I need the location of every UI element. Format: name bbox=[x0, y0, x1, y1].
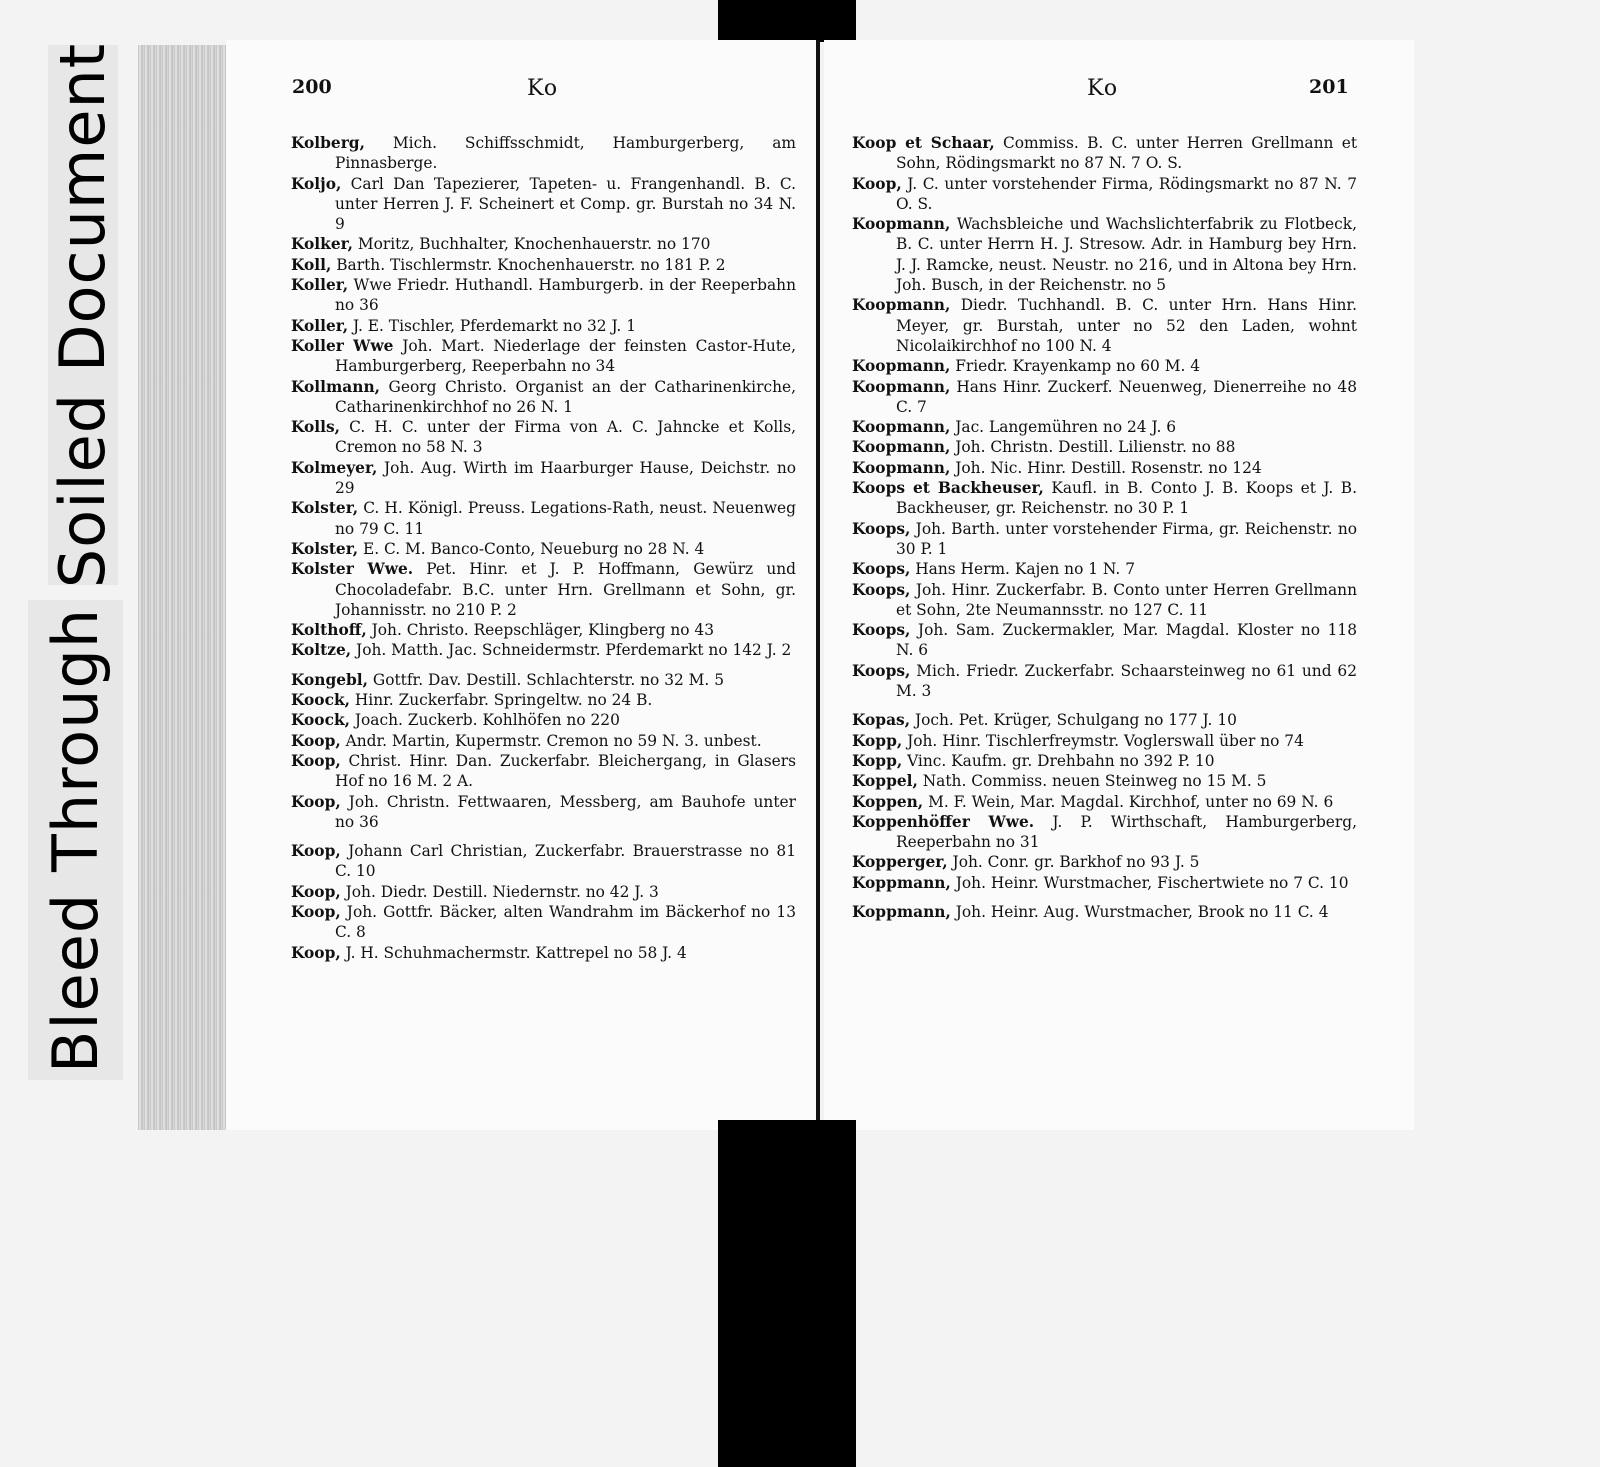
directory-entry bbox=[852, 458, 1357, 478]
directory-entry bbox=[291, 377, 796, 418]
entry-details: Joh. Mart. Niederlage der feinsten Castor-Hute, Hamburgerberg, Reeperbahn no 34 bbox=[335, 336, 796, 376]
entry-name: Koop, bbox=[291, 792, 341, 811]
entry-details: Johann Carl Christian, Zuckerfabr. Brauerstrasse no 81 C. 10 bbox=[335, 842, 796, 881]
entry-name: Koops, bbox=[852, 560, 911, 579]
directory-entry bbox=[852, 710, 1357, 730]
entry-details: Wachsbleiche und Wachslichterfabrik zu Flotbeck, B. C. unter Herrn H. J. Stresow. Adr. in Hamburg bey Hrn. J. J. Ramcke, neust. Neustr. no 216, und in Altona bey Hrn. Joh. Busch, in der Reichenstr. no 5 bbox=[896, 215, 1357, 295]
directory-entry bbox=[852, 214, 1357, 295]
entry-details: Kaufl. in B. Conto J. B. Koops et J. B. Backheuser, gr. Reichenstr. no 30 P. 1 bbox=[896, 479, 1358, 518]
directory-entry bbox=[291, 458, 796, 499]
entry-name: Kopas, bbox=[852, 711, 911, 730]
soiled-document-label: Soiled Document bbox=[46, 42, 120, 588]
directory-entry bbox=[291, 751, 796, 792]
entry-details: Vinc. Kaufm. gr. Drehbahn no 392 P. 10 bbox=[902, 751, 1215, 770]
entry-details: J. C. unter vorstehender Firma, Rödingsmarkt no 87 N. 7 O. S. bbox=[896, 174, 1357, 213]
soiled-document-stamp bbox=[46, 42, 120, 588]
entry-details: Joh. Christn. Destill. Lilienstr. no 88 bbox=[950, 438, 1236, 457]
entry-name: Koops, bbox=[852, 661, 911, 680]
directory-entry bbox=[291, 234, 796, 254]
entry-name: Kopperger, bbox=[852, 853, 948, 872]
entry-details: J. H. Schuhmachermstr. Kattrepel no 58 J. 4 bbox=[340, 943, 687, 962]
directory-entry bbox=[291, 174, 796, 235]
entry-details: E. C. M. Banco-Conto, Neueburg no 28 N. 4 bbox=[358, 539, 705, 558]
binding-strip-top bbox=[718, 0, 856, 42]
directory-entry bbox=[852, 559, 1357, 579]
entry-details: Joh. Heinr. Wurstmacher, Fischertwiete no 7 C. 10 bbox=[950, 873, 1349, 892]
left-page-number: 200 bbox=[292, 76, 332, 98]
directory-entry bbox=[291, 275, 796, 316]
entry-details: Wwe Friedr. Huthandl. Hamburgerb. in der Reeperbahn no 36 bbox=[335, 276, 796, 315]
book-page-edges bbox=[138, 45, 226, 1130]
directory-entry bbox=[852, 873, 1357, 893]
entry-name: Koop, bbox=[291, 943, 341, 962]
entry-name: Koops, bbox=[852, 519, 911, 538]
entry-details: Joh. Sam. Zuckermakler, Mar. Magdal. Kloster no 118 N. 6 bbox=[896, 621, 1357, 660]
entry-name: Kolberg, bbox=[291, 134, 365, 152]
directory-entry bbox=[291, 640, 796, 660]
directory-entry bbox=[852, 295, 1357, 356]
entry-details: M. F. Wein, Mar. Magdal. Kirchhof, unter no 69 N. 6 bbox=[923, 792, 1334, 811]
directory-entry bbox=[852, 174, 1357, 215]
directory-entry bbox=[852, 792, 1357, 812]
entry-details: C. H. C. unter der Firma von A. C. Jahncke et Kolls, Cremon no 58 N. 3 bbox=[335, 418, 796, 457]
directory-entry bbox=[852, 771, 1357, 791]
entry-name: Koller, bbox=[291, 316, 349, 335]
entry-details: Andr. Martin, Kupermstr. Cremon no 59 N. 3. unbest. bbox=[340, 731, 762, 750]
directory-entry bbox=[291, 255, 796, 275]
entry-details: Joh. Gottfr. Bäcker, alten Wandrahm im Bäckerhof no 13 C. 8 bbox=[335, 902, 796, 942]
left-directory-column bbox=[291, 133, 796, 963]
entry-name: Koopmann, bbox=[852, 357, 951, 376]
entry-details: Diedr. Tuchhandl. B. C. unter Hrn. Hans Hinr. Meyer, gr. Burstah, unter no 52 den Laden, wohnt Nicolaikirchhof no 100 N. 4 bbox=[896, 296, 1357, 355]
directory-entry bbox=[291, 690, 796, 710]
entry-details: Mich. Friedr. Zuckerfabr. Schaarsteinweg no 61 und 62 M. 3 bbox=[896, 661, 1357, 701]
entry-name: Koppmann, bbox=[852, 873, 951, 892]
entry-name: Koop et Schaar, bbox=[852, 134, 995, 152]
entry-details: Nath. Commiss. neuen Steinweg no 15 M. 5 bbox=[917, 772, 1267, 791]
directory-entry bbox=[852, 620, 1357, 661]
bleed-through-label: Bleed Through bbox=[39, 607, 113, 1073]
entry-name: Kollmann, bbox=[291, 377, 380, 396]
entry-details: Hans Hinr. Zuckerf. Neuenweg, Dienerreihe no 48 C. 7 bbox=[896, 377, 1357, 416]
entry-name: Koops, bbox=[852, 621, 911, 640]
entry-details: Barth. Tischlermstr. Knochenhauerstr. no 181 P. 2 bbox=[331, 255, 726, 274]
entry-name: Koopmann, bbox=[852, 377, 951, 396]
directory-entry bbox=[852, 377, 1357, 418]
entry-details: J. E. Tischler, Pferdemarkt no 32 J. 1 bbox=[348, 316, 637, 335]
entry-name: Kolker, bbox=[291, 235, 353, 254]
directory-entry bbox=[852, 437, 1357, 457]
entry-details: Joh. Diedr. Destill. Niedernstr. no 42 J. 3 bbox=[340, 882, 659, 901]
entry-name: Koop, bbox=[291, 882, 341, 901]
directory-entry bbox=[852, 519, 1357, 560]
entry-details: Friedr. Krayenkamp no 60 M. 4 bbox=[950, 357, 1201, 376]
directory-entry bbox=[291, 417, 796, 458]
directory-entry bbox=[291, 943, 796, 963]
entry-details: Pet. Hinr. et J. P. Hoffmann, Gewürz und Chocoladefabr. B.C. unter Hrn. Grellmann et Sohn, gr. Johannisstr. no 210 P. 2 bbox=[335, 560, 796, 619]
entry-name: Koopmann, bbox=[852, 438, 951, 457]
entry-details: Carl Dan Tapezierer, Tapeten- u. Frangenhandl. B. C. unter Herren J. F. Scheinert et Comp. gr. Burstah no 34 N. 9 bbox=[335, 174, 796, 234]
entry-name: Koopmann, bbox=[852, 296, 951, 315]
entry-details: Joh. Heinr. Aug. Wurstmacher, Brook no 11 C. 4 bbox=[950, 902, 1329, 921]
entry-details: Hans Herm. Kajen no 1 N. 7 bbox=[910, 560, 1135, 579]
entry-details: Christ. Hinr. Dan. Zuckerfabr. Bleichergang, in Glasers Hof no 16 M. 2 A. bbox=[335, 751, 796, 791]
directory-entry bbox=[291, 731, 796, 751]
entry-details: Jac. Langemühren no 24 J. 6 bbox=[950, 418, 1177, 437]
right-page-number: 201 bbox=[1309, 76, 1349, 98]
directory-entry bbox=[291, 620, 796, 640]
entry-name: Koller Wwe bbox=[291, 336, 394, 355]
directory-entry bbox=[852, 478, 1357, 519]
directory-entry bbox=[852, 751, 1357, 771]
directory-entry bbox=[852, 356, 1357, 376]
entry-name: Koop, bbox=[291, 842, 341, 861]
entry-name: Koop, bbox=[291, 751, 341, 770]
left-running-head: Ko bbox=[527, 76, 559, 101]
entry-details: Commiss. B. C. unter Herren Grellmann et Sohn, Rödingsmarkt no 87 N. 7 O. S. bbox=[896, 134, 1357, 173]
directory-entry bbox=[291, 882, 796, 902]
entry-name: Kolster, bbox=[291, 539, 359, 558]
entry-name: Koock, bbox=[291, 691, 350, 710]
entry-name: Koopmann, bbox=[852, 418, 951, 437]
right-directory-column bbox=[852, 133, 1357, 922]
entry-name: Kolster Wwe. bbox=[291, 560, 414, 579]
entry-name: Koop, bbox=[291, 731, 341, 750]
entry-name: Koljo, bbox=[291, 174, 342, 193]
directory-entry bbox=[852, 852, 1357, 872]
entry-details: Joh. Barth. unter vorstehender Firma, gr. Reichenstr. no 30 P. 1 bbox=[896, 519, 1357, 558]
entry-name: Kolmeyer, bbox=[291, 458, 378, 477]
directory-entry bbox=[291, 710, 796, 730]
entry-details: Joh. Aug. Wirth im Haarburger Hause, Deichstr. no 29 bbox=[335, 458, 796, 498]
entry-details: Joh. Nic. Hinr. Destill. Rosenstr. no 124 bbox=[950, 458, 1262, 477]
entry-details: Gottfr. Dav. Destill. Schlachterstr. no 32 M. 5 bbox=[368, 670, 725, 689]
directory-entry bbox=[852, 417, 1357, 437]
entry-details: Georg Christo. Organist an der Catharinenkirche, Catharinenkirchhof no 26 N. 1 bbox=[335, 377, 796, 416]
entry-details: J. P. Wirthschaft, Hamburgerberg, Reeperbahn no 31 bbox=[896, 812, 1358, 852]
directory-entry bbox=[291, 792, 796, 833]
entry-name: Koltze, bbox=[291, 641, 352, 660]
entry-name: Koppel, bbox=[852, 772, 918, 791]
entry-details: C. H. Königl. Preuss. Legations-Rath, neust. Neuenweg no 79 C. 11 bbox=[335, 499, 796, 538]
entry-name: Koops, bbox=[852, 580, 911, 599]
bleed-through-stamp bbox=[28, 600, 123, 1080]
entry-details: Joh. Conr. gr. Barkhof no 93 J. 5 bbox=[947, 853, 1200, 872]
entry-details: Joh. Christo. Reepschläger, Klingberg no 43 bbox=[366, 621, 714, 640]
entry-name: Koops et Backheuser, bbox=[852, 479, 1044, 498]
entry-details: Moritz, Buchhalter, Knochenhauerstr. no 170 bbox=[352, 235, 711, 254]
entry-details: Joh. Hinr. Zuckerfabr. B. Conto unter Herren Grellmann et Sohn, 2te Neumannsstr. no 127 C. 11 bbox=[896, 580, 1357, 619]
entry-name: Kopp, bbox=[852, 731, 903, 750]
directory-entry bbox=[291, 539, 796, 559]
entry-name: Kopp, bbox=[852, 751, 903, 770]
binding-strip-bottom bbox=[718, 1120, 856, 1467]
entry-name: Koock, bbox=[291, 711, 350, 730]
directory-entry bbox=[852, 133, 1357, 174]
directory-entry bbox=[291, 902, 796, 943]
entry-name: Kongebl, bbox=[291, 670, 369, 689]
entry-name: Koller, bbox=[291, 276, 349, 295]
entry-details: Joh. Matth. Jac. Schneidermstr. Pferdemarkt no 142 J. 2 bbox=[351, 641, 792, 660]
directory-entry bbox=[291, 670, 796, 690]
right-running-head: Ko bbox=[1087, 76, 1119, 101]
directory-entry bbox=[291, 316, 796, 336]
entry-details: Joh. Hinr. Tischlerfreymstr. Voglerswall über no 74 bbox=[902, 731, 1304, 750]
directory-entry bbox=[291, 498, 796, 539]
entry-name: Koppmann, bbox=[852, 902, 951, 921]
entry-name: Koop, bbox=[852, 174, 902, 193]
directory-entry bbox=[291, 336, 796, 377]
entry-details: Joch. Pet. Krüger, Schulgang no 177 J. 10 bbox=[910, 711, 1237, 730]
entry-details: Joach. Zuckerb. Kohlhöfen no 220 bbox=[349, 711, 620, 730]
directory-entry bbox=[852, 580, 1357, 621]
entry-name: Koppen, bbox=[852, 792, 924, 811]
directory-entry bbox=[291, 133, 796, 174]
entry-name: Kolster, bbox=[291, 499, 359, 518]
entry-name: Kolthoff, bbox=[291, 621, 367, 640]
entry-name: Koll, bbox=[291, 255, 332, 274]
directory-entry bbox=[852, 902, 1357, 922]
entry-details: Mich. Schiffsschmidt, Hamburgerberg, am Pinnasberge. bbox=[335, 134, 796, 173]
directory-entry bbox=[291, 841, 796, 882]
entry-name: Koop, bbox=[291, 902, 341, 921]
directory-entry bbox=[852, 661, 1357, 702]
directory-entry bbox=[291, 559, 796, 620]
entry-name: Koopmann, bbox=[852, 215, 951, 234]
entry-name: Koopmann, bbox=[852, 458, 951, 477]
entry-name: Kolls, bbox=[291, 418, 341, 437]
directory-entry bbox=[852, 731, 1357, 751]
entry-details: Hinr. Zuckerfabr. Springeltw. no 24 B. bbox=[349, 691, 653, 710]
directory-entry bbox=[852, 812, 1357, 853]
entry-name: Koppenhöffer Wwe. bbox=[852, 812, 1035, 831]
entry-details: Joh. Christn. Fettwaaren, Messberg, am Bauhofe unter no 36 bbox=[335, 792, 796, 831]
